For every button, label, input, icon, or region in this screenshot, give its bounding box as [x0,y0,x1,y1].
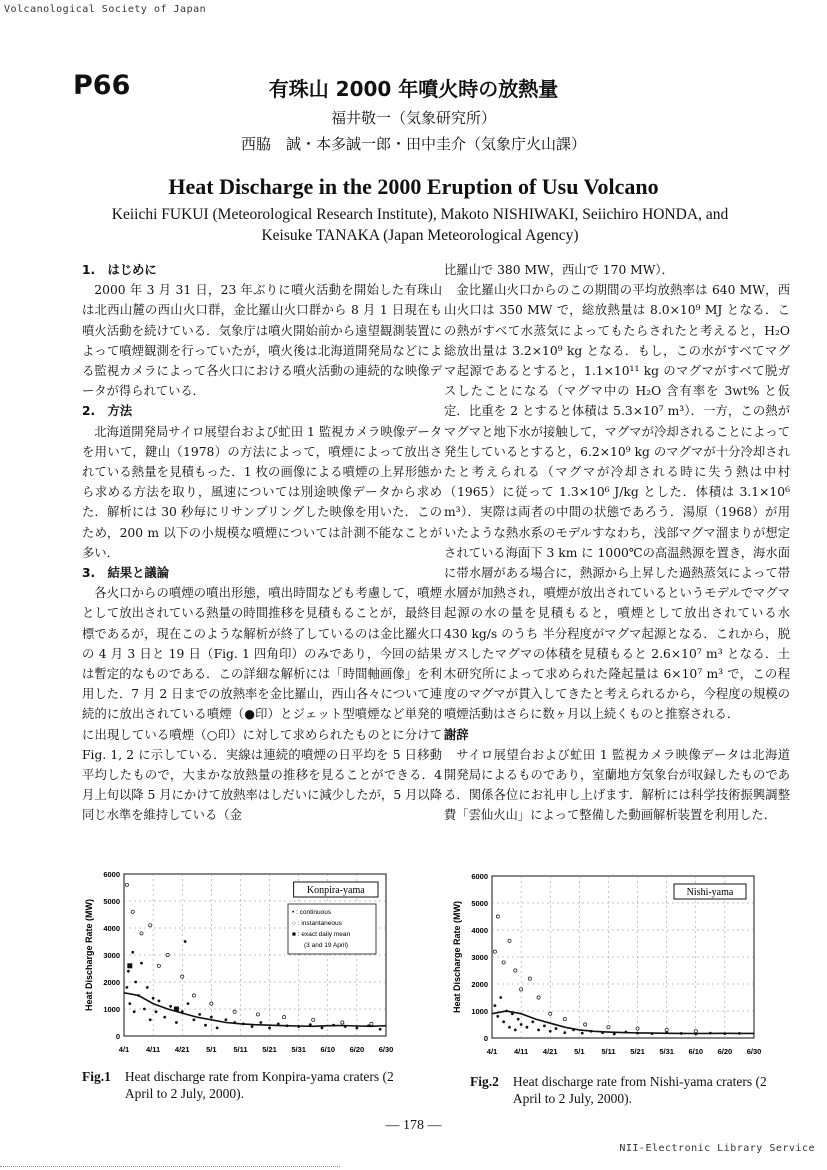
x-tick-label: 6/20 [349,1045,365,1054]
instantaneous-point [549,1012,552,1015]
continuous-point [251,1025,254,1028]
x-tick-label: 6/10 [320,1045,336,1054]
publisher-header: Volcanological Society of Japan [4,4,207,15]
instantaneous-point [149,924,152,927]
continuous-point [496,1015,499,1018]
x-tick-label: 4/1 [118,1045,130,1054]
continuous-point [155,1010,158,1013]
section-intro-heading: 1. はじめに [82,263,157,277]
instantaneous-point [514,969,517,972]
continuous-point [126,986,129,989]
y-tick-label: 5000 [103,897,120,906]
library-footer: NII-Electronic Library Service [619,1143,815,1154]
continuous-point [131,951,134,954]
x-tick-label: 6/30 [378,1045,394,1054]
continuous-point [169,1005,172,1008]
instantaneous-point [157,964,160,967]
figure-1-caption [82,1068,402,1102]
y-axis-label: Heat Discharge Rate (MW) [452,900,462,1014]
instantaneous-point [140,932,143,935]
x-tick-label: 5/11 [233,1045,248,1054]
instantaneous-point [563,1018,566,1021]
figure-1-number: Fig.1 [82,1069,111,1084]
instantaneous-point [496,915,499,918]
y-tick-label: 1000 [471,1007,488,1016]
instantaneous-point [370,1022,373,1025]
instantaneous-point [341,1021,344,1024]
section-method-heading: 2. 方法 [82,404,133,419]
discussion-paragraph: 金比羅山火口からのこの期間の平均放熱率は 640 MW，西山火口は 350 MW で，総放熱量は 8.0×10⁹ MJ となる．この熱がすべて水蒸気によってもたらされたと考えると，H₂O 総放出量は 3.2×10⁹ kg となる．もし，この水がすべてマグマ起源であるとすると，1.1×10¹¹ kg のマグマがすべて脱ガスしたことになる（マグマ中の H₂O 含有率を 3wt% と仮定．比重を 2 とすると体積は 5.3×10⁷ m³）．一方，この熱がマグマと地下水が接触して，マグマが冷却されることによって発生しているとすると，6.2×10⁹ kg のマグマが十分冷却されたと考えられる（マグマが冷却される時に失う熱は中村（1965）に従って 1.3×10⁶ J/kg とした．体積は 3.1×10⁶ m³）．実際は両者の中間の状態であろう．湯原（1968）が用いたような熱水系のモデルすなわち，浅部マグマ溜まりが想定されている海面下 3 km に 1000℃の高温熱源を置き，海水面に帯水層がある場合に，熱源から上昇した過熱蒸気によって帯水層が加熱され，噴煙が放出されているというモデルでマグマ起源の水の量を見積もると，噴煙として放出されている水 430 kg/s のうち 半分程度がマグマ起源となる．これから，脱ガスしたマグマの体積を見積もると 2.6×10⁷ m³ となる．土木研究所によって求められた隆起量は 6×10⁷ m³ で，この程度のマグマが貫入してきたと考えられるから，今程度の規模の噴煙活動はさらに数ヶ月以上続くものと推察される． [444,283,790,722]
instantaneous-point [125,883,128,886]
instantaneous-point [520,988,523,991]
instantaneous-point [607,1026,610,1029]
results-continued: 比羅山で 380 MW，西山で 170 MW）． [444,263,674,277]
y-tick-label: 4000 [103,924,120,933]
continuous-point [140,962,143,965]
continuous-point [184,940,187,943]
method-paragraph: 北海道開発局サイロ展望台および虻田 1 監視カメラ映像データを用いて，鍵山（1978）の方法によって，噴煙によって放出されている熱量を見積もった．1 枚の画像による噴煙の上昇形態から求める方法を取り，風速については別途映像データから求めた．解析には 30 秒毎にリサンプリングした映像を用いた．このため，200 m 以下の小規模な噴煙については計測不能なことが多い． [82,424,442,560]
continuous-point [549,1030,552,1033]
instantaneous-point [131,910,134,913]
authors-ja-line1: 福井敬一（気象研究所） [330,109,496,127]
y-tick-label: 6000 [471,872,488,881]
continuous-point [517,1018,520,1021]
continuous-point [204,1024,207,1027]
authors-ja-line2: 西脇 誠・本多誠一郎・田中圭介（気象庁火山課） [240,135,586,153]
authors-en: Keiichi FUKUI (Meteorological Research Institute), Makoto NISHIWAKI, Seiichiro HONDA, and Keisuke TANAKA (Japan Meteorological Agency) [111,206,729,244]
continuous-point [581,1032,584,1035]
y-tick-label: 2000 [103,978,120,987]
continuous-point [149,1018,152,1021]
continuous-point [224,1018,227,1021]
left-column [82,260,442,826]
continuous-point [355,1027,358,1030]
continuous-point [555,1027,558,1030]
figure-2-caption [470,1073,770,1107]
title-ja: 有珠山 2000 年噴火時の放熱量 [268,77,559,101]
continuous-point [268,1027,271,1030]
continuous-point [134,981,137,984]
legend-entry: ■ : exact daily mean [292,931,351,938]
continuous-point [152,997,155,1000]
x-tick-label: 6/30 [746,1047,762,1056]
continuous-point [531,1020,534,1023]
continuous-point [198,1013,201,1016]
continuous-point [192,1018,195,1021]
continuous-point [321,1027,324,1030]
x-tick-label: 5/31 [291,1045,306,1054]
continuous-point [216,1027,219,1030]
acknowledgement-heading: 謝辞 [444,727,469,742]
y-tick-label: 6000 [103,870,120,879]
x-tick-label: 4/1 [486,1047,498,1056]
x-tick-label: 4/21 [174,1045,190,1054]
y-tick-label: 5000 [471,899,488,908]
continuous-point [146,986,149,989]
results-paragraph: 各火口からの噴煙の噴出形態，噴出時間なども考慮して，噴煙として放出されている熱量の時間推移を見積もることが，最終目標であるが，現在このような解析が終了しているのは金比羅火口の 4 月 3 日と 19 日（Fig. 1 四角印）のみであり，今回の結果は暫定的なものである．この詳細な解析には「時間軸画像」を利用した．7 月 2 日までの放熱率を金比羅山，西山各々について連続的に放出されている噴煙（●印）とジェット型噴煙など単発的に出現している噴煙（○印）に対して求められたものとに分けて Fig. 1, 2 に示している．実線は連続的噴煙の日平均を 5 日移動平均したもので，大まかな放熱量の推移を見ることができる．4 月上旬以降 5 月にかけて放熱率はしだいに減少したが，5 月以降同じ水準を維持している（金 [82,586,443,823]
continuous-point [379,1028,382,1031]
instantaneous-point [166,953,169,956]
daily-mean-point [127,963,132,968]
continuous-point [537,1029,540,1032]
page-number: — 178 — [385,1118,442,1133]
bottom-rule [0,1166,340,1167]
continuous-point [187,1002,190,1005]
paper-id: P66 [73,70,131,101]
x-tick-label: 5/21 [630,1047,645,1056]
x-tick-label: 5/11 [601,1047,616,1056]
figure-2-chart [444,870,774,1062]
continuous-point [508,1026,511,1029]
legend-entry: ○ : instantaneous [292,920,342,927]
continuous-point [158,1000,161,1003]
x-tick-label: 4/21 [542,1047,558,1056]
instantaneous-point [181,975,184,978]
instantaneous-point [694,1030,697,1033]
y-tick-label: 3000 [471,953,488,962]
continuous-point [133,1010,136,1013]
figure-1-caption-text: Heat discharge rate from Konpira-yama craters (2 April to 2 July, 2000). [124,1069,394,1101]
chart-title: Nishi-yama [686,887,734,898]
instantaneous-point [584,1023,587,1026]
chart-title: Konpira-yama [306,885,365,896]
continuous-point [494,1004,497,1007]
instantaneous-point [192,994,195,997]
continuous-point [175,1021,178,1024]
continuous-point [499,996,502,999]
instantaneous-point [537,996,540,999]
instantaneous-point [283,1016,286,1019]
instantaneous-point [665,1028,668,1031]
x-tick-label: 5/31 [659,1047,674,1056]
y-tick-label: 0 [115,1032,120,1041]
continuous-point [128,1002,131,1005]
continuous-point [514,1029,517,1032]
x-tick-label: 5/21 [262,1045,277,1054]
section-results-heading: 3. 結果と議論 [82,566,170,581]
y-tick-label: 3000 [103,951,120,960]
x-tick-label: 6/10 [688,1047,704,1056]
instantaneous-point [502,961,505,964]
instantaneous-point [312,1018,315,1021]
continuous-point [502,1020,505,1023]
instantaneous-point [636,1027,639,1030]
continuous-point [259,1021,262,1024]
figure-2-number: Fig.2 [470,1074,499,1089]
moving-average-line [124,993,386,1027]
continuous-point [543,1024,546,1027]
continuous-point [127,970,130,973]
y-tick-label: 1000 [103,1005,120,1014]
intro-paragraph: 2000 年 3 月 31 日，23 年ぶりに噴火活動を開始した有珠山は北西山麓の西山火口群，金比羅山火口群から 8 月 1 日現在も噴火活動を続けている．気象庁は噴火開始前から遠望観測装置によって噴煙観測を行っていたが，噴火後は北海道開発局などによる監視カメラによって各火口における噴火活動の連続的な映像データが得られている． [82,283,442,399]
x-tick-label: 5/1 [206,1045,217,1054]
continuous-point [163,1016,166,1019]
legend-entry: (3 and 19 April) [304,942,349,949]
x-tick-label: 5/1 [574,1047,585,1056]
continuous-point [526,1026,529,1029]
x-tick-label: 6/20 [717,1047,733,1056]
instantaneous-point [256,1013,259,1016]
title-en: Heat Discharge in the 2000 Eruption of Usu Volcano [168,174,659,199]
x-tick-label: 4/11 [514,1047,529,1056]
continuous-point [143,1008,146,1011]
instantaneous-point [508,939,511,942]
y-tick-label: 2000 [471,980,488,989]
right-column [444,260,790,826]
x-tick-label: 4/11 [146,1045,161,1054]
figure-2-caption-text: Heat discharge rate from Nishi-yama craters (2 April to 2 July, 2000). [512,1074,767,1106]
continuous-point [563,1031,566,1034]
legend-entry: • : continuous [292,909,332,916]
y-tick-label: 0 [483,1034,488,1043]
instantaneous-point [233,1010,236,1013]
instantaneous-point [493,950,496,953]
instantaneous-point [528,977,531,980]
moving-average-line [492,1011,754,1034]
figure-1-chart [76,868,406,1060]
continuous-point [520,1023,523,1026]
y-axis-label: Heat Discharge Rate (MW) [84,898,94,1012]
instantaneous-point [210,1002,213,1005]
y-tick-label: 4000 [471,926,488,935]
continuous-point [210,1016,213,1019]
acknowledgement-paragraph: サイロ展望台および虻田 1 監視カメラ映像データは北海道開発局によるものであり，室蘭地方気象台が収録したものである．関係各位にお礼申し上げます．解析には科学技術振興調整費「雲仙火山」によって整備した動画解析装置を利用した． [444,747,790,823]
